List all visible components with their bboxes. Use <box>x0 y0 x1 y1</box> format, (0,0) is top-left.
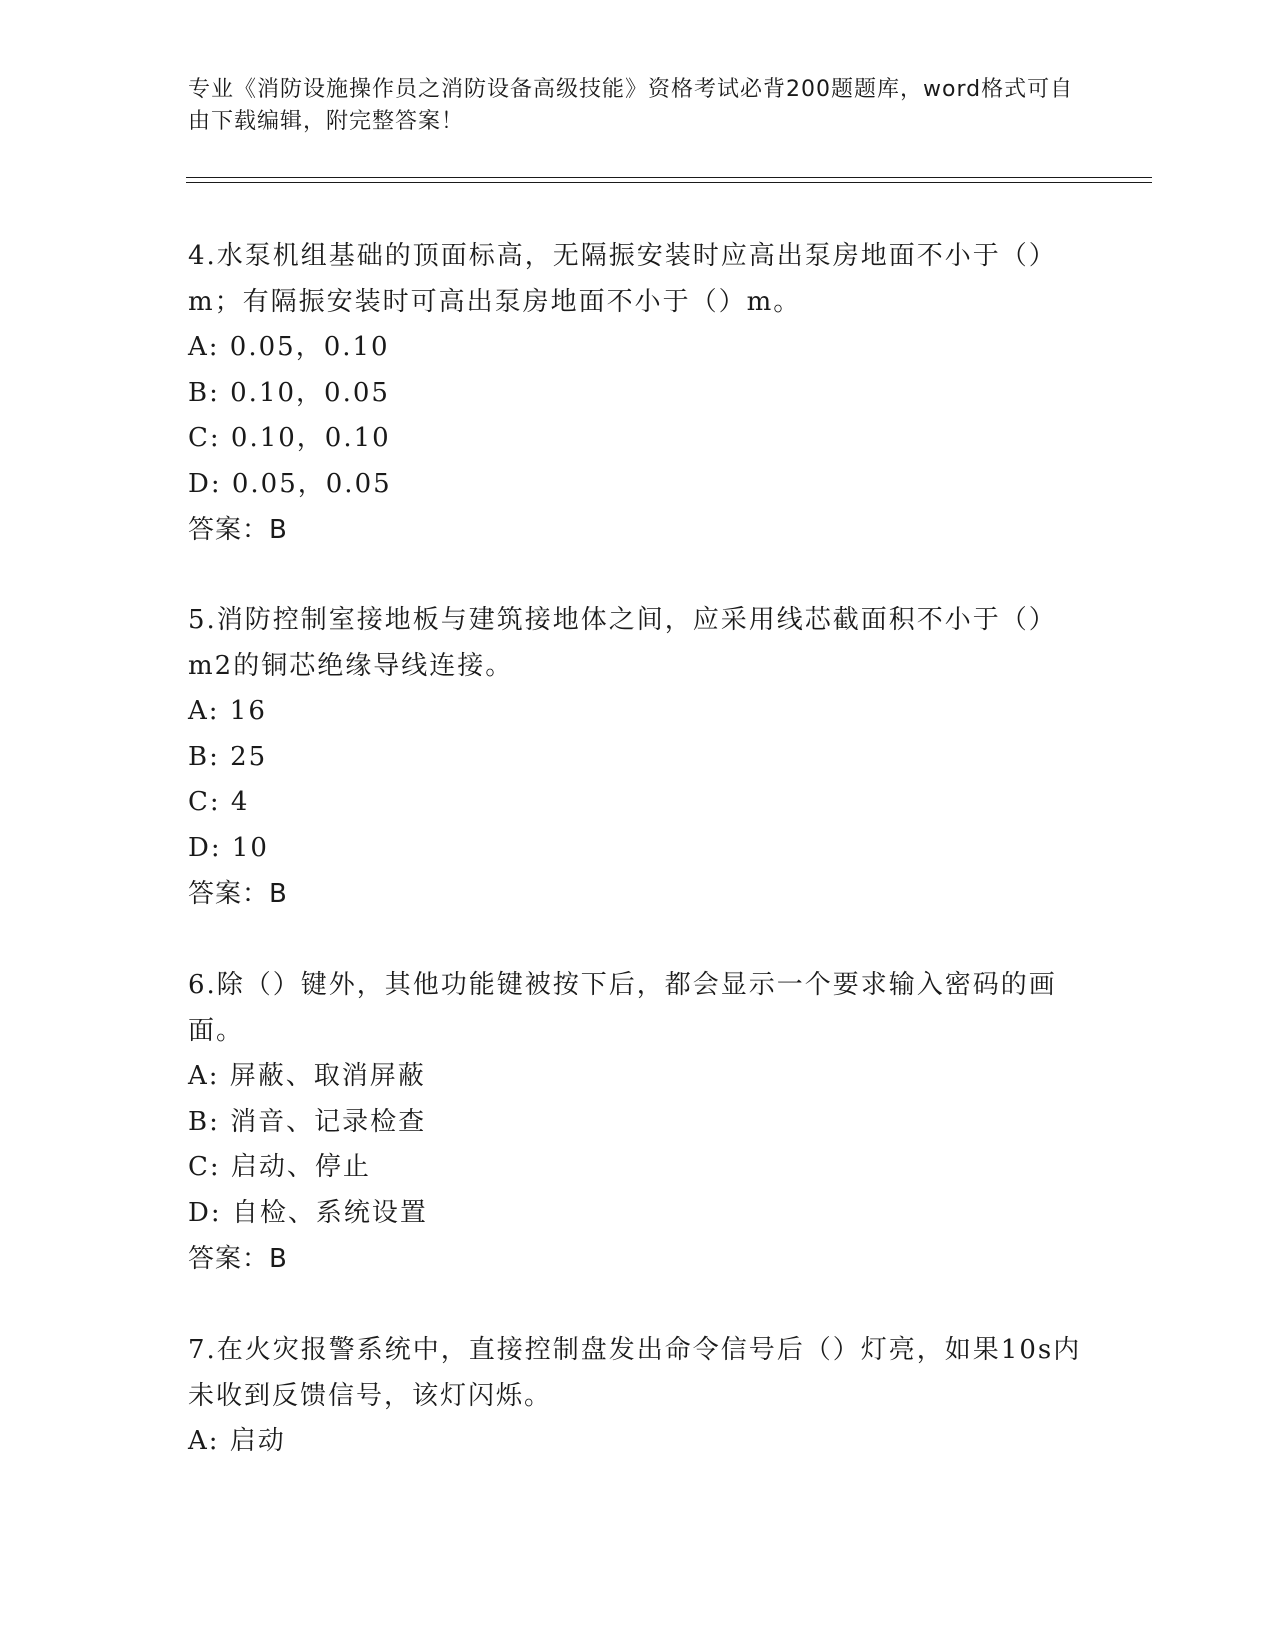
question-stem: 5.消防控制室接地板与建筑接地体之间，应采用线芯截面积不小于（）m2的铜芯绝缘导线连接。 <box>188 605 1057 681</box>
option-c: C: 4 <box>188 787 250 817</box>
option-d: D: 自检、系统设置 <box>188 1197 428 1228</box>
option-a: A: 启动 <box>188 1426 286 1456</box>
option-b: B: 0.10，0.05 <box>188 377 390 408</box>
question-5 <box>188 597 1088 917</box>
question-6 <box>188 962 1088 1282</box>
option-c: C: 0.10，0.10 <box>188 423 391 453</box>
option-a: A: 屏蔽、取消屏蔽 <box>188 1061 426 1091</box>
option-a: A: 0.05，0.10 <box>188 332 390 362</box>
question-stem: 7.在火灾报警系统中，直接控制盘发出命令信号后（）灯亮，如果10s内未收到反馈信号，该灯闪烁。 <box>188 1335 1082 1411</box>
answer: 答案：B <box>188 1244 288 1274</box>
question-7 <box>188 1327 1088 1465</box>
question-stem: 6.除（）键外，其他功能键被按下后，都会显示一个要求输入密码的画面。 <box>188 970 1057 1046</box>
option-c: C: 启动、停止 <box>188 1152 371 1182</box>
option-a: A: 16 <box>188 696 267 726</box>
answer: 答案：B <box>188 515 288 545</box>
header-divider-bottom <box>186 182 1152 183</box>
option-d: D: 0.05，0.05 <box>188 468 392 499</box>
question-stem: 4.水泵机组基础的顶面标高，无隔振安装时应高出泵房地面不小于（）m；有隔振安装时可高出泵房地面不小于（）m。 <box>188 241 1057 317</box>
answer: 答案：B <box>188 879 288 909</box>
header-divider-top <box>186 177 1152 178</box>
option-b: B: 消音、记录检查 <box>188 1106 427 1137</box>
option-b: B: 25 <box>188 741 268 772</box>
document-header: 专业《消防设施操作员之消防设备高级技能》资格考试必背200题题库，word格式可自由下载编辑，附完整答案！ <box>188 77 1074 134</box>
question-4 <box>188 233 1088 553</box>
option-d: D: 10 <box>188 832 269 863</box>
